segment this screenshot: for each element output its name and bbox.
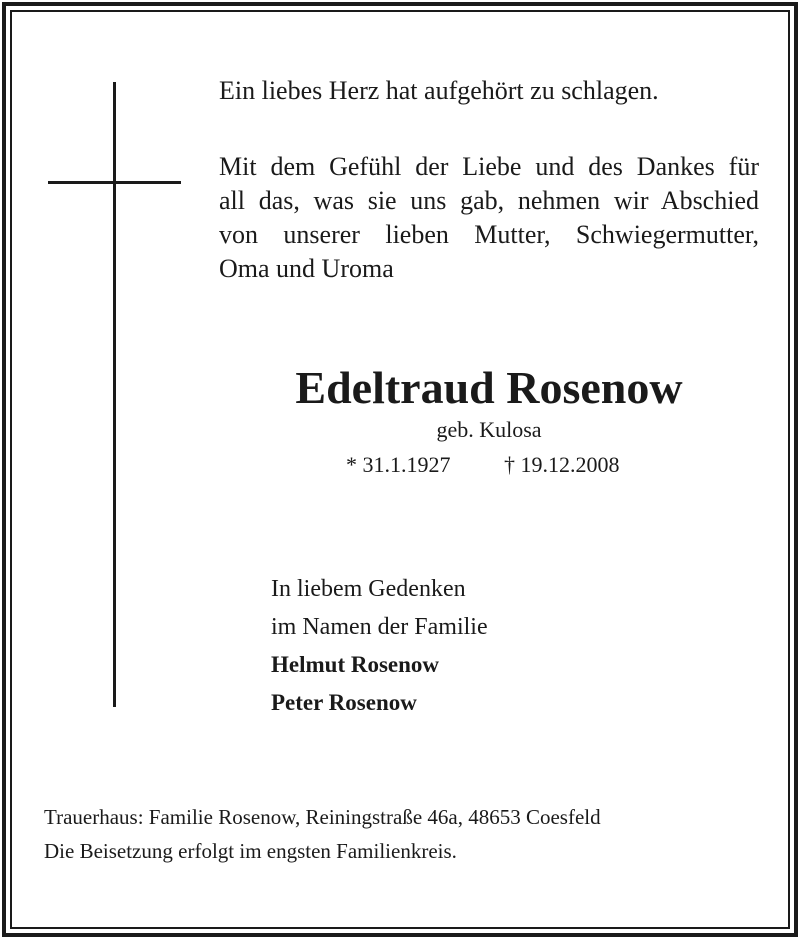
- birth-name: geb. Kulosa: [436, 417, 542, 442]
- cross-horizontal-beam: [48, 181, 181, 184]
- farewell-line: Oma und Uroma: [219, 254, 394, 283]
- farewell-line: von unserer lieben Mutter, Schwiegermutter,: [219, 220, 759, 249]
- footer: [44, 800, 744, 868]
- cross-vertical-beam: [113, 82, 116, 707]
- memorial-block: [271, 570, 711, 722]
- mourner-name: Helmut Rosenow: [271, 652, 440, 677]
- farewell-text: [219, 150, 759, 286]
- farewell-line: all das, was sie uns gab, nehmen wir Abschied: [219, 186, 759, 215]
- funeral-note: Die Beisetzung erfolgt im engsten Familienkreis.: [44, 839, 457, 863]
- memorial-line: In liebem Gedenken: [271, 576, 466, 602]
- death-date: † 19.12.2008: [504, 452, 620, 477]
- birth-date: * 31.1.1927: [346, 452, 451, 477]
- deceased-name: Edeltraud Rosenow: [295, 362, 683, 413]
- memorial-line: im Namen der Familie: [271, 614, 488, 640]
- mourning-house-address: Trauerhaus: Familie Rosenow, Reiningstraße 46a, 48653 Coesfeld: [44, 805, 601, 829]
- farewell-line: Mit dem Gefühl der Liebe und des Dankes für: [219, 152, 759, 181]
- opening-line: Ein liebes Herz hat aufgehört zu schlagen.: [219, 76, 659, 105]
- mourner-name: Peter Rosenow: [271, 690, 417, 715]
